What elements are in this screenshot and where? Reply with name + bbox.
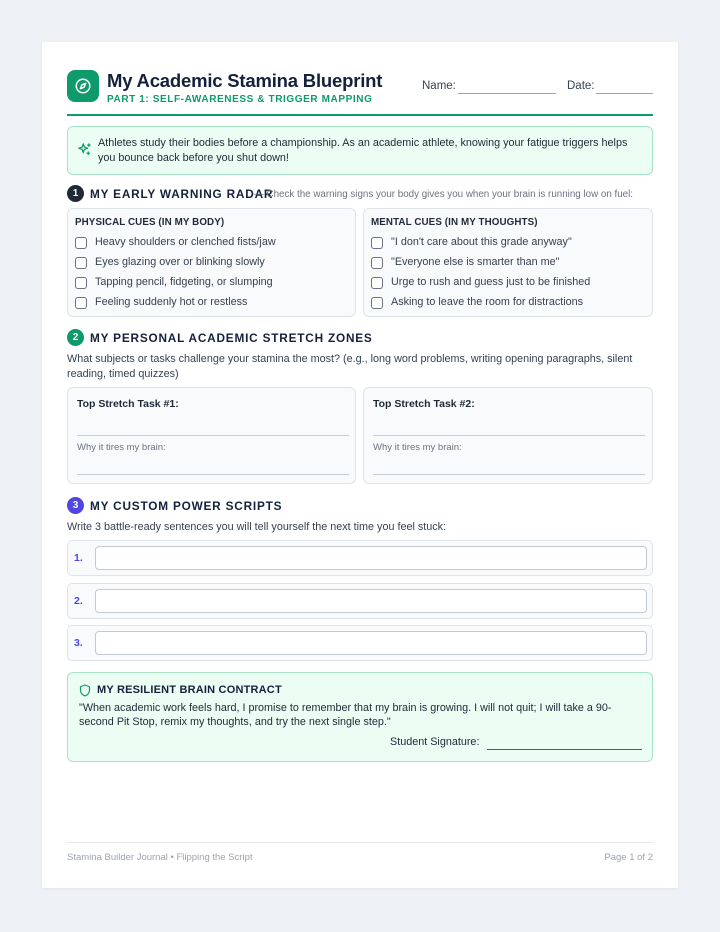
mental-cues-card xyxy=(363,208,653,317)
date-field[interactable] xyxy=(596,93,653,94)
name-label: Name: xyxy=(422,80,456,92)
checkbox[interactable] xyxy=(75,257,87,269)
checklist-label: Urge to rush and guess just to be finished xyxy=(391,276,591,288)
signature-field[interactable] xyxy=(487,749,642,750)
resilient-brain-contract xyxy=(67,672,653,762)
compass-icon xyxy=(67,70,99,102)
worksheet-page xyxy=(42,42,678,888)
section-1-heading xyxy=(67,185,653,203)
footer-divider xyxy=(67,842,653,843)
checkbox[interactable] xyxy=(371,237,383,249)
stretch-task-card-2 xyxy=(363,387,653,484)
section-3-number: 3 xyxy=(67,497,84,514)
physical-cues-title: PHYSICAL CUES (IN MY BODY) xyxy=(75,217,225,228)
checklist-item[interactable] xyxy=(371,236,646,250)
section-2-number: 2 xyxy=(67,329,84,346)
sparkle-icon xyxy=(77,142,92,162)
shield-icon xyxy=(79,684,91,702)
contract-text: "When academic work feels hard, I promise to remember that my brain is growing. I will not quit; I will take a 90-second Pit Stop, remix my thoughts, and try the next single step." xyxy=(79,702,612,728)
checkbox[interactable] xyxy=(371,257,383,269)
section-3-title: MY CUSTOM POWER SCRIPTS xyxy=(90,499,283,513)
page-number: Page 1 of 2 xyxy=(604,852,653,863)
checklist-label: Heavy shoulders or clenched fists/jaw xyxy=(95,236,276,248)
section-2-description: What subjects or tasks challenge your stamina the most? (e.g., long word problems, writing opening paragraphs, silent reading, timed quizzes) xyxy=(67,353,633,380)
mental-cues-title: MENTAL CUES (IN MY THOUGHTS) xyxy=(371,217,538,228)
contract-title: MY RESILIENT BRAIN CONTRACT xyxy=(97,684,282,696)
header xyxy=(67,70,653,116)
stretch-task-why-line[interactable] xyxy=(373,474,645,475)
power-script-number: 2. xyxy=(74,595,83,607)
stretch-task-why-line[interactable] xyxy=(77,474,349,475)
stretch-task-title: Top Stretch Task #1: xyxy=(77,398,179,410)
checkbox[interactable] xyxy=(75,297,87,309)
page-subtitle: PART 1: SELF-AWARENESS & TRIGGER MAPPING xyxy=(107,94,373,105)
checkbox[interactable] xyxy=(371,297,383,309)
checklist-label: "Everyone else is smarter than me" xyxy=(391,256,560,268)
intro-callout xyxy=(67,126,653,175)
stretch-task-answer-line[interactable] xyxy=(77,435,349,436)
checklist-label: Eyes glazing over or blinking slowly xyxy=(95,256,265,268)
checklist-label: Tapping pencil, fidgeting, or slumping xyxy=(95,276,273,288)
section-1-title: MY EARLY WARNING RADAR xyxy=(90,187,274,201)
header-divider xyxy=(67,114,653,116)
power-script-row xyxy=(67,583,653,619)
power-script-input[interactable] xyxy=(95,631,647,655)
power-script-row xyxy=(67,625,653,661)
checkbox[interactable] xyxy=(75,277,87,289)
power-script-row xyxy=(67,540,653,576)
stretch-task-title: Top Stretch Task #2: xyxy=(373,398,475,410)
checklist-label: "I don't care about this grade anyway" xyxy=(391,236,572,248)
power-script-input[interactable] xyxy=(95,546,647,570)
checklist-item[interactable] xyxy=(75,256,350,270)
section-2-heading xyxy=(67,329,653,347)
power-script-number: 1. xyxy=(74,552,83,564)
checklist-item[interactable] xyxy=(75,296,350,310)
checklist-item[interactable] xyxy=(371,296,646,310)
section-3-heading xyxy=(67,497,653,515)
date-label: Date: xyxy=(567,80,595,92)
checklist-label: Asking to leave the room for distractions xyxy=(391,296,584,308)
physical-cues-card xyxy=(67,208,356,317)
stretch-task-card-1 xyxy=(67,387,356,484)
checkbox[interactable] xyxy=(75,237,87,249)
footer-journal-name: Stamina Builder Journal • Flipping the Script xyxy=(67,852,253,863)
checklist-item[interactable] xyxy=(75,236,350,250)
power-script-input[interactable] xyxy=(95,589,647,613)
section-1-number: 1 xyxy=(67,185,84,202)
stretch-task-why-label: Why it tires my brain: xyxy=(77,442,166,453)
power-script-number: 3. xyxy=(74,637,83,649)
stretch-task-why-label: Why it tires my brain: xyxy=(373,442,462,453)
checklist-label: Feeling suddenly hot or restless xyxy=(95,296,248,308)
section-2-title: MY PERSONAL ACADEMIC STRETCH ZONES xyxy=(90,331,373,345)
checklist-item[interactable] xyxy=(371,276,646,290)
page-title: My Academic Stamina Blueprint xyxy=(107,70,383,91)
section-3-description: Write 3 battle-ready sentences you will tell yourself the next time you feel stuck: xyxy=(67,521,447,533)
checklist-item[interactable] xyxy=(75,276,350,290)
signature-label: Student Signature: xyxy=(390,736,480,748)
checkbox[interactable] xyxy=(371,277,383,289)
section-1-description: — Check the warning signs your body gives you when your brain is running low on fuel: xyxy=(254,188,634,200)
checklist-item[interactable] xyxy=(371,256,646,270)
name-field[interactable] xyxy=(458,93,556,94)
stretch-task-answer-line[interactable] xyxy=(373,435,645,436)
intro-text: Athletes study their bodies before a championship. As an academic athlete, knowing your fatigue triggers helps you bounce back before you shut down! xyxy=(98,137,628,164)
